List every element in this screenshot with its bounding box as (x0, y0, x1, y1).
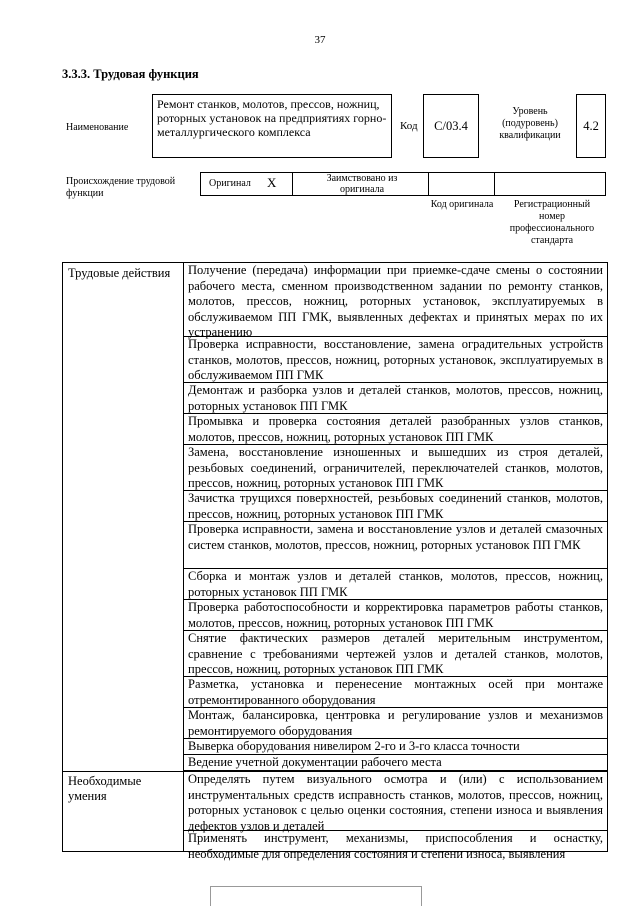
labor-action-item: Разметка, установка и перенесение монтажных осей при монтаже отремонтированного оборудования (184, 677, 607, 708)
labor-actions-label: Трудовые действия (68, 266, 171, 280)
origin-row (200, 172, 606, 196)
origin-code-cell (429, 173, 495, 195)
skills-label: Необходимые умения (68, 774, 142, 803)
origin-original-cell (201, 173, 293, 195)
labor-action-item: Снятие фактических размеров деталей мерительным инструментом, сравнение с требованиями чертежей узлов и деталей станков, молотов, прессов, ножниц, роторных установок ПП ГМК (184, 631, 607, 677)
original-mark: X (267, 175, 277, 190)
function-table (62, 262, 608, 861)
level-label: Уровень (подуровень) квалификации (499, 106, 561, 141)
original-label: Оригинал (209, 178, 251, 189)
skill-item: Определять путем визуального осмотра и (или) с использованием инструментальных средств исправность станков, молотов, прессов, ножниц, роторных установок с целью оценки состояния, степени износа и выявления дефектов узлов и деталей (184, 772, 607, 831)
code-label: Код (400, 120, 418, 132)
origin-reg-label: Регистрационный номер профессионального стандарта (509, 199, 595, 246)
origin-label: Происхождение трудовой функции (66, 176, 176, 199)
level-value: 4.2 (576, 94, 606, 158)
name-value: Ремонт станков, молотов, прессов, ножниц, роторных установок на предприятиях горно-металлургического комплекса (152, 94, 392, 158)
name-label: Наименование (66, 122, 129, 133)
page-number: 37 (314, 34, 326, 46)
code-value: C/03.4 (423, 94, 479, 158)
origin-borrowed-cell (293, 173, 429, 195)
labor-action-item: Промывка и проверка состояния деталей разобранных узлов станков, молотов, прессов, ножниц, роторных установок ПП ГМК (184, 414, 607, 445)
labor-action-item: Ведение учетной документации рабочего места (184, 755, 607, 771)
labor-action-item: Получение (передача) информации при приемке-сдаче смены о состоянии рабочего места, сменном производственном задании по ремонту станков, молотов, прессов, ножниц, роторных установок, эксплуатируемых в обслуживаемом ПП ГМК, выявленных дефектах и принятых мерах по их устранению (184, 263, 607, 337)
origin-code-label: Код оригинала (430, 199, 494, 210)
labor-action-item: Зачистка трущихся поверхностей, резьбовых соединений станков, молотов, прессов, ножниц, роторных установок ПП ГМК (184, 491, 607, 522)
labor-action-item: Замена, восстановление изношенных и вышедших из строя деталей, резьбовых соединений, ограничителей, переключателей станков, молотов, прессов, ножниц, роторных установок ПП ГМК (184, 445, 607, 491)
skill-item: Применять инструмент, механизмы, приспособления и оснастку, необходимые для определения состояния и степени износа, выявления (188, 831, 603, 861)
labor-action-item: Монтаж, балансировка, центровка и регулирование узлов и механизмов ремонтируемого оборудования (184, 708, 607, 739)
labor-action-item: Выверка оборудования нивелиром 2-го и 3-го класса точности (184, 739, 607, 755)
labor-action-item: Проверка работоспособности и корректировка параметров работы станков, молотов, прессов, ножниц, роторных установок ПП ГМК (184, 600, 607, 631)
labor-action-item: Демонтаж и разборка узлов и деталей станков, молотов, прессов, ножниц, роторных установок ПП ГМК (184, 383, 607, 414)
footer-stamp-area (210, 886, 422, 906)
borrowed-label: Заимствовано из оригинала (326, 173, 398, 195)
labor-action-item: Проверка исправности, восстановление, замена оградительных устройств станков, молотов, прессов, ножниц, роторных установок, эксплуатируемых в обслуживаемом ПП ГМК (184, 337, 607, 383)
labor-action-item: Сборка и монтаж узлов и деталей станков, молотов, прессов, ножниц, роторных установок ПП ГМК (184, 569, 607, 600)
labor-action-item: Проверка исправности, замена и восстановление узлов и деталей смазочных систем станков, молотов, прессов, ножниц, роторных установок ПП ГМК (184, 522, 607, 569)
section-title: 3.3.3. Трудовая функция (62, 67, 199, 81)
